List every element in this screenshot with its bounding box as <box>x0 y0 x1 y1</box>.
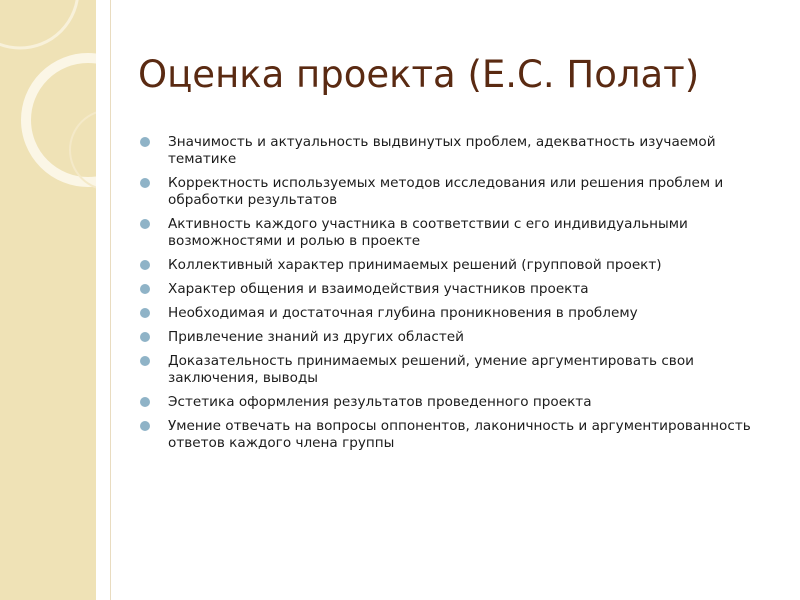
list-item <box>138 134 778 168</box>
bullet-icon <box>140 178 150 188</box>
list-item-text: Характер общения и взаимодействия участников проекта <box>168 281 589 297</box>
decorative-rings-graphic <box>0 0 96 600</box>
list-item-text: Привлечение знаний из других областей <box>168 329 464 345</box>
bullet-icon <box>140 260 150 270</box>
list-item <box>138 216 778 250</box>
list-item <box>138 257 778 274</box>
list-item-text: Доказательность принимаемых решений, умение аргументировать свои заключения, выводы <box>168 353 694 386</box>
list-item <box>138 353 778 387</box>
list-item <box>138 329 778 346</box>
list-item <box>138 281 778 298</box>
list-item-text: Значимость и актуальность выдвинутых проблем, адекватность изучаемой тематике <box>168 134 716 167</box>
bullet-icon <box>140 284 150 294</box>
slide-title: Оценка проекта (Е.С. Полат) <box>138 53 700 96</box>
list-item-text: Активность каждого участника в соответствии с его индивидуальными возможностями и ролью в проекте <box>168 216 688 249</box>
list-item-text: Корректность используемых методов исследования или решения проблем и обработки результатов <box>168 175 724 208</box>
list-item <box>138 418 778 452</box>
list-item <box>138 394 778 411</box>
decorative-side-band <box>0 0 96 600</box>
bullet-icon <box>140 397 150 407</box>
bullet-icon <box>140 356 150 366</box>
bullet-icon <box>140 332 150 342</box>
bullet-icon <box>140 219 150 229</box>
vertical-divider <box>110 0 111 600</box>
bullet-list <box>138 134 778 459</box>
list-item-text: Необходимая и достаточная глубина проникновения в проблему <box>168 305 638 321</box>
bullet-icon <box>140 137 150 147</box>
list-item-text: Умение отвечать на вопросы оппонентов, лаконичность и аргументированность ответов каждого члена группы <box>168 418 751 451</box>
decorative-ring <box>0 0 78 48</box>
decorative-ring <box>26 58 96 182</box>
bullet-icon <box>140 421 150 431</box>
list-item <box>138 175 778 209</box>
list-item-text: Коллективный характер принимаемых решений (групповой проект) <box>168 257 662 273</box>
bullet-icon <box>140 308 150 318</box>
list-item <box>138 305 778 322</box>
list-item-text: Эстетика оформления результатов проведенного проекта <box>168 394 592 410</box>
